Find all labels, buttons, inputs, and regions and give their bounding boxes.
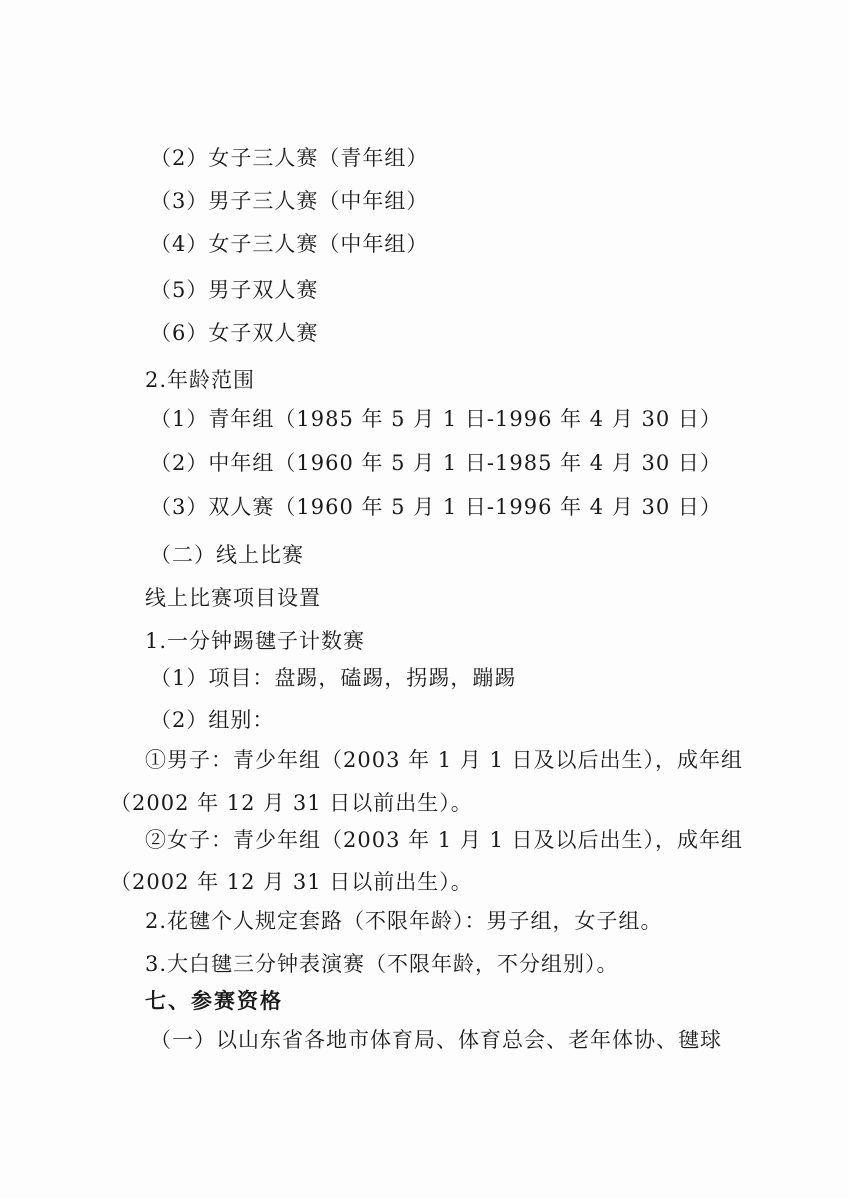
age-range-doubles: （3）双人赛（1960 年 5 月 1 日-1996 年 4 月 30 日） [150, 495, 722, 519]
section-age-range: 2.年龄范围 [145, 368, 256, 392]
online-events-title: 线上比赛项目设置 [145, 586, 321, 610]
event-fancy-routine: 2.花毽个人规定套路（不限年龄）：男子组，女子组。 [145, 909, 663, 933]
age-range-middle: （2）中年组（1960 年 5 月 1 日-1985 年 4 月 30 日） [150, 451, 722, 475]
event-groups-label: （2）组别： [150, 708, 275, 732]
men-groups: ①男子：青少年组（2003 年 1 月 1 日及以后出生），成年组 [145, 748, 744, 772]
event-items: （1）项目：盘踢，磕踢，拐踢，蹦踢 [150, 666, 517, 690]
event-big-white-shuttle: 3.大白毽三分钟表演赛（不限年龄，不分组别）。 [145, 952, 619, 976]
women-groups: ②女子：青少年组（2003 年 1 月 1 日及以后出生），成年组 [145, 828, 744, 852]
section-eligibility-heading: 七、参赛资格 [145, 989, 283, 1013]
list-item-men-doubles: （5）男子双人赛 [150, 278, 319, 302]
list-item-women-trio-middle: （4）女子三人赛（中年组） [150, 232, 429, 256]
event-one-minute-count: 1.一分钟踢毽子计数赛 [145, 629, 366, 653]
list-item-women-trio-youth: （2）女子三人赛（青年组） [150, 146, 429, 170]
eligibility-item-one: （一）以山东省各地市体育局、体育总会、老年体协、毽球 [150, 1028, 722, 1052]
age-range-youth: （1）青年组（1985 年 5 月 1 日-1996 年 4 月 30 日） [150, 407, 722, 431]
list-item-women-doubles: （6）女子双人赛 [150, 321, 319, 345]
men-groups-continued: （2002 年 12 月 31 日以前出生）。 [110, 791, 473, 815]
women-groups-continued: （2002 年 12 月 31 日以前出生）。 [110, 870, 473, 894]
list-item-men-trio-middle: （3）男子三人赛（中年组） [150, 189, 429, 213]
section-online-competition: （二）线上比赛 [150, 543, 304, 567]
